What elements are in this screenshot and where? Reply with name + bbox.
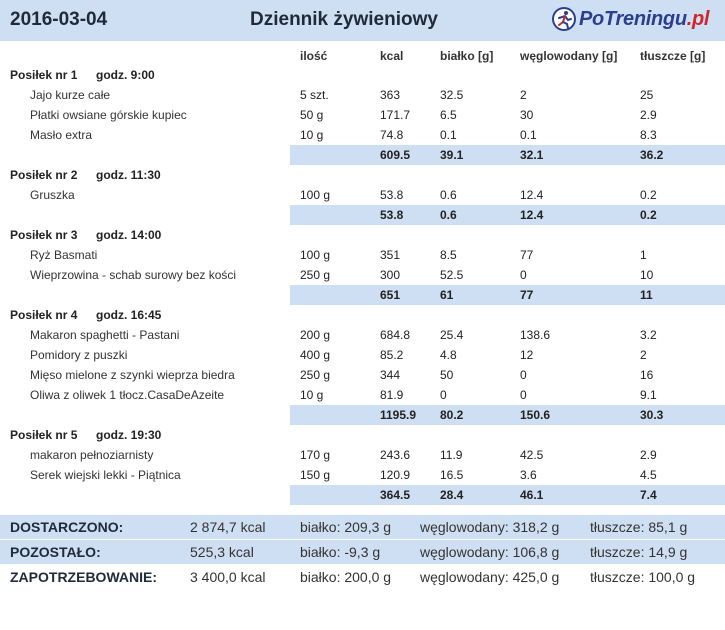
meal-time: godz. 16:45 bbox=[96, 308, 162, 322]
food-quantity: 100 g bbox=[300, 248, 331, 262]
food-carbs: 2 bbox=[520, 88, 527, 102]
food-item-row[interactable] bbox=[0, 465, 725, 485]
total-kcal: 1195.9 bbox=[380, 408, 417, 422]
food-quantity: 50 g bbox=[300, 108, 324, 122]
food-carbs: 12.4 bbox=[520, 188, 544, 202]
food-name: Makaron spaghetti - Pastani bbox=[30, 328, 180, 342]
summary-fat: tłuszcze: 85,1 g bbox=[590, 519, 688, 535]
food-carbs: 77 bbox=[520, 248, 534, 262]
food-fat: 10 bbox=[640, 268, 654, 282]
total-protein: 80.2 bbox=[440, 408, 464, 422]
meal-total-row bbox=[290, 485, 725, 505]
food-protein: 0 bbox=[440, 388, 447, 402]
food-item-row[interactable] bbox=[0, 245, 725, 265]
food-carbs: 0 bbox=[520, 388, 527, 402]
page-title: Dziennik żywieniowy bbox=[250, 9, 438, 30]
food-protein: 32.5 bbox=[440, 88, 464, 102]
food-kcal: 85.2 bbox=[380, 348, 404, 362]
food-carbs: 0 bbox=[520, 268, 527, 282]
food-protein: 0.1 bbox=[440, 128, 457, 142]
food-carbs: 12 bbox=[520, 348, 534, 362]
food-quantity: 10 g bbox=[300, 388, 324, 402]
food-kcal: 363 bbox=[380, 88, 401, 102]
total-fat: 0.2 bbox=[640, 208, 657, 222]
summary-carbs: węglowodany: 106,8 g bbox=[420, 544, 560, 560]
food-kcal: 344 bbox=[380, 368, 401, 382]
meal-time: godz. 9:00 bbox=[96, 68, 155, 82]
meal-time: godz. 11:30 bbox=[96, 168, 161, 182]
food-name: Serek wiejski lekki - Piątnica bbox=[30, 468, 181, 482]
summary-label: POZOSTAŁO: bbox=[10, 544, 101, 560]
food-protein: 0.6 bbox=[440, 188, 457, 202]
food-kcal: 300 bbox=[380, 268, 401, 282]
food-protein: 8.5 bbox=[440, 248, 457, 262]
food-fat: 3.2 bbox=[640, 328, 657, 342]
meal-name: Posiłek nr 1 bbox=[10, 68, 78, 82]
summary-fat: tłuszcze: 14,9 g bbox=[590, 544, 688, 560]
food-kcal: 74.8 bbox=[380, 128, 404, 142]
food-protein: 6.5 bbox=[440, 108, 457, 122]
food-quantity: 400 g bbox=[300, 348, 331, 362]
meal-total-row bbox=[290, 205, 725, 225]
meal-time: godz. 14:00 bbox=[96, 228, 162, 242]
food-protein: 4.8 bbox=[440, 348, 457, 362]
total-carbs: 46.1 bbox=[520, 488, 544, 502]
meal-name: Posiłek nr 4 bbox=[10, 308, 78, 322]
food-fat: 2 bbox=[640, 348, 647, 362]
runner-logo-icon bbox=[551, 6, 577, 32]
diary-date: 2016-03-04 bbox=[10, 9, 108, 30]
summary-carbs: węglowodany: 318,2 g bbox=[420, 519, 560, 535]
food-kcal: 243.6 bbox=[380, 448, 411, 462]
food-carbs: 30 bbox=[520, 108, 534, 122]
meal-header bbox=[0, 165, 725, 185]
meal-name: Posiłek nr 5 bbox=[10, 428, 78, 442]
meal-total-row bbox=[290, 405, 725, 425]
food-carbs: 42.5 bbox=[520, 448, 544, 462]
food-fat: 25 bbox=[640, 88, 654, 102]
total-kcal: 364.5 bbox=[380, 488, 411, 502]
food-carbs: 3.6 bbox=[520, 468, 537, 482]
food-fat: 4.5 bbox=[640, 468, 657, 482]
food-quantity: 200 g bbox=[300, 328, 331, 342]
food-quantity: 10 g bbox=[300, 128, 324, 142]
food-name: Wieprzowina - schab surowy bez kości bbox=[30, 268, 237, 282]
food-kcal: 81.9 bbox=[380, 388, 404, 402]
total-carbs: 77 bbox=[520, 288, 534, 302]
food-name: Jajo kurze całe bbox=[30, 88, 111, 102]
food-protein: 16.5 bbox=[440, 468, 464, 482]
food-name: Gruszka bbox=[30, 188, 75, 202]
food-fat: 16 bbox=[640, 368, 654, 382]
food-carbs: 138.6 bbox=[520, 328, 551, 342]
food-name: Pomidory z puszki bbox=[30, 348, 128, 362]
total-fat: 30.3 bbox=[640, 408, 664, 422]
food-kcal: 53.8 bbox=[380, 188, 404, 202]
food-quantity: 250 g bbox=[300, 268, 331, 282]
total-kcal: 53.8 bbox=[380, 208, 404, 222]
food-kcal: 120.9 bbox=[380, 468, 411, 482]
food-item-row[interactable] bbox=[0, 85, 725, 105]
food-item-row[interactable] bbox=[0, 445, 725, 465]
food-kcal: 351 bbox=[380, 248, 401, 262]
food-name: Mięso mielone z szynki wieprza biedra bbox=[30, 368, 235, 382]
food-name: makaron pełnoziarnisty bbox=[30, 448, 154, 462]
summary-row bbox=[0, 565, 725, 589]
food-quantity: 5 szt. bbox=[300, 88, 329, 102]
summary-protein: białko: -9,3 g bbox=[300, 544, 381, 560]
meal-time: godz. 19:30 bbox=[96, 428, 162, 442]
summary-row bbox=[0, 515, 725, 539]
summary-kcal: 525,3 kcal bbox=[190, 544, 254, 560]
food-quantity: 150 g bbox=[300, 468, 331, 482]
food-item-row[interactable] bbox=[0, 345, 725, 365]
column-header-carbs: węglowodany [g] bbox=[520, 49, 618, 63]
food-item-row[interactable] bbox=[0, 325, 725, 345]
total-fat: 36.2 bbox=[640, 148, 664, 162]
summary-kcal: 3 400,0 kcal bbox=[190, 569, 266, 585]
food-fat: 2.9 bbox=[640, 108, 657, 122]
logo-text bbox=[579, 8, 709, 31]
food-protein: 52.5 bbox=[440, 268, 464, 282]
meal-header bbox=[0, 425, 725, 445]
food-quantity: 250 g bbox=[300, 368, 331, 382]
food-fat: 9.1 bbox=[640, 388, 657, 402]
food-fat: 0.2 bbox=[640, 188, 657, 202]
summary-protein: białko: 209,3 g bbox=[300, 519, 392, 535]
column-header-protein: białko [g] bbox=[440, 49, 494, 63]
food-name: Masło extra bbox=[30, 128, 93, 142]
food-item-row[interactable] bbox=[0, 385, 725, 405]
food-item-row[interactable] bbox=[0, 185, 725, 205]
food-kcal: 684.8 bbox=[380, 328, 411, 342]
meal-total-row bbox=[290, 285, 725, 305]
header-bar bbox=[0, 0, 725, 41]
summary-row bbox=[0, 540, 725, 564]
logo-tld-text: .pl bbox=[686, 7, 710, 30]
meal-header bbox=[0, 65, 725, 85]
total-carbs: 12.4 bbox=[520, 208, 544, 222]
total-protein: 28.4 bbox=[440, 488, 464, 502]
food-protein: 25.4 bbox=[440, 328, 464, 342]
total-protein: 0.6 bbox=[440, 208, 457, 222]
meal-name: Posiłek nr 2 bbox=[10, 168, 78, 182]
summary-protein: białko: 200,0 g bbox=[300, 569, 392, 585]
total-carbs: 150.6 bbox=[520, 408, 551, 422]
summary-label: ZAPOTRZEBOWANIE: bbox=[10, 569, 157, 585]
total-kcal: 651 bbox=[380, 288, 401, 302]
food-item-row[interactable] bbox=[0, 125, 725, 145]
food-name: Oliwa z oliwek 1 tłocz.CasaDeAzeite bbox=[30, 388, 225, 402]
total-fat: 7.4 bbox=[640, 488, 657, 502]
food-carbs: 0.1 bbox=[520, 128, 537, 142]
food-fat: 2.9 bbox=[640, 448, 657, 462]
food-protein: 50 bbox=[440, 368, 454, 382]
summary-fat: tłuszcze: 100,0 g bbox=[590, 569, 696, 585]
logo-main-text: PoTreningu bbox=[579, 7, 687, 30]
food-quantity: 100 g bbox=[300, 188, 331, 202]
summary-kcal: 2 874,7 kcal bbox=[190, 519, 266, 535]
meal-total-row bbox=[290, 145, 725, 165]
food-protein: 11.9 bbox=[440, 448, 463, 462]
food-item-row[interactable] bbox=[0, 105, 725, 125]
food-item-row[interactable] bbox=[0, 265, 725, 285]
food-fat: 8.3 bbox=[640, 128, 657, 142]
food-name: Płatki owsiane górskie kupiec bbox=[30, 108, 187, 122]
total-protein: 61 bbox=[440, 288, 454, 302]
food-kcal: 171.7 bbox=[380, 108, 411, 122]
food-item-row[interactable] bbox=[0, 365, 725, 385]
food-fat: 1 bbox=[640, 248, 647, 262]
food-name: Ryż Basmati bbox=[30, 248, 98, 262]
column-header-fat: tłuszcze [g] bbox=[640, 49, 706, 63]
summary-label: DOSTARCZONO: bbox=[10, 519, 124, 535]
meal-header bbox=[0, 225, 725, 245]
food-quantity: 170 g bbox=[300, 448, 331, 462]
total-kcal: 609.5 bbox=[380, 148, 411, 162]
total-fat: 11 bbox=[640, 288, 653, 302]
summary-carbs: węglowodany: 425,0 g bbox=[420, 569, 560, 585]
total-protein: 39.1 bbox=[440, 148, 464, 162]
column-header-kcal: kcal bbox=[380, 49, 404, 63]
food-carbs: 0 bbox=[520, 368, 527, 382]
meal-header bbox=[0, 305, 725, 325]
meal-name: Posiłek nr 3 bbox=[10, 228, 78, 242]
potreningu-logo[interactable] bbox=[551, 4, 709, 34]
total-carbs: 32.1 bbox=[520, 148, 544, 162]
column-header-qty: ilość bbox=[300, 49, 328, 63]
